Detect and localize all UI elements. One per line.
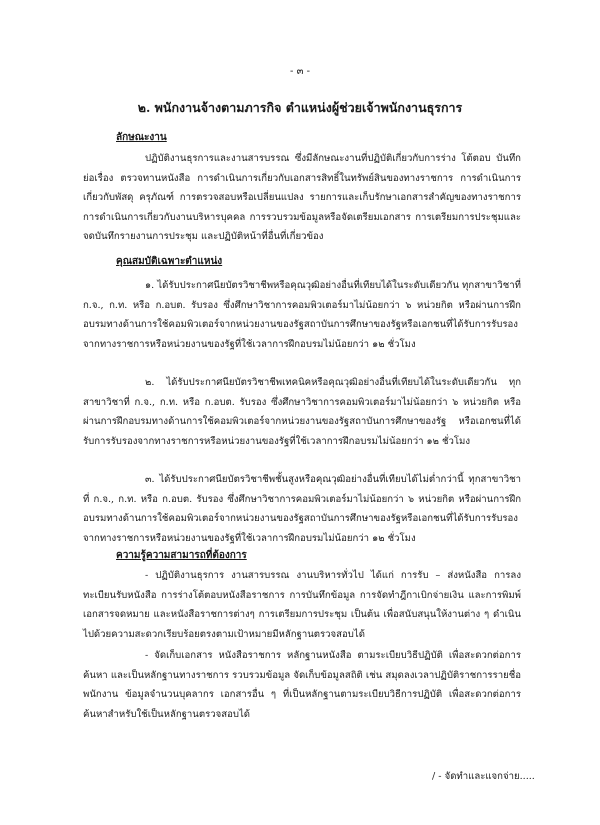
qualification-item-1: ๑. ได้รับประกาศนียบัตรวิชาชีพหรือคุณวุฒิอย่างอื่นที่เทียบได้ในระดับเดียวกัน ทุกสาขาวิชาที่ ก.จ., ก.ท. หรือ ก.อบต. รับรอง ซึ่งศึกษาวิชาการคอมพิวเตอร์มาไม่น้อยกว่า ๖ หน่วยกิต หรือผ่านการฝึกอบรมทางด้านการใช้คอมพิวเตอร์จากหน่วยงานของรัฐสถาบันการศึกษาของรัฐหรือเอกชนที่ได้รับการรับรองจากทางราชการหรือหน่วยงานของรัฐที่ใช้เวลาการฝึกอบรมไม่น้อยกว่า ๑๒ ชั่วโมง xyxy=(83,280,521,350)
qualification-item-3: ๓. ได้รับประกาศนียบัตรวิชาชีพชั้นสูงหรือคุณวุฒิอย่างอื่นที่เทียบได้ไม่ต่ำกว่านี้ ทุกสาขาวิชาที่ ก.จ., ก.ท. หรือ ก.อบต. รับรอง ซึ่งศึกษาวิชาการคอมพิวเตอร์มาไม่น้อยกว่า ๖ หน่วยกิต หรือผ่านการฝึกอบรมทางด้านการใช้คอมพิวเตอร์จากหน่วยงานของรัฐสถาบันการศึกษาของรัฐหรือเอกชนที่ได้รับการรับรองจากทางราชการหรือหน่วยงานของรัฐที่ใช้เวลาการฝึกอบรมไม่น้อยกว่า ๑๒ ชั่วโมง xyxy=(83,474,521,544)
qualification-item-2: ๒. ได้รับประกาศนียบัตรวิชาชีพเทคนิคหรือคุณวุฒิอย่างอื่นที่เทียบได้ในระดับเดียวกัน ทุกสาขาวิชาที่ ก.จ., ก.ท. หรือ ก.อบต. รับรอง ซึ่งศึกษาวิชาการคอมพิวเตอร์มาไม่น้อยกว่า ๖ หน่วยกิต หรือผ่านการฝึกอบรมทางด้านการใช้คอมพิวเตอร์จากหน่วยงานของรัฐสถาบันการศึกษาของรัฐ หรือเอกชนที่ได้รับการรับรองจากทางราชการหรือหน่วยงานของรัฐที่ใช้เวลาการฝึกอบรมไม่น้อยกว่า ๑๒ ชั่วโมง xyxy=(83,377,521,447)
footer-continuation: / - จัดทำและแจกจ่าย..... xyxy=(432,771,535,782)
paragraph-characteristics: ปฏิบัติงานธุรการและงานสารบรรณ ซึ่งมีลักษณะงานที่ปฏิบัติเกี่ยวกับการร่าง โต้ตอบ บันทึก ย่อเรื่อง ตรวจทานหนังสือ การดำเนินการเกี่ยวกับเอกสารสิทธิ์ในทรัพย์สินของทางราชการ การดำเนินการเกี่ยวกับพัสดุ ครุภัณฑ์ การตรวจสอบหรือเปลี่ยนแปลง รายการและเก็บรักษาเอกสารสำคัญของทางราชการ การดำเนินการเกี่ยวกับงานบริหารบุคคล การรวบรวมข้อมูลหรือจัดเตรียมเอกสาร การเตรียมการประชุมและจดบันทึกรายงานการประชุม และปฏิบัติหน้าที่อื่นที่เกี่ยวข้อง xyxy=(83,153,521,243)
section-title: ๒. พนักงานจ้างตามภารกิจ ตำแหน่งผู้ช่วยเจ้าพนักงานธุรการ xyxy=(137,100,463,115)
heading-skills: ความรู้ความสามารถที่ต้องการ xyxy=(116,550,247,561)
skill-item-2: - จัดเก็บเอกสาร หนังสือราชการ หลักฐานหนังสือ ตามระเบียบวิธีปฏิบัติ เพื่อสะดวกต่อการค้นหา และเป็นหลักฐานทางราชการ รวบรวมข้อมูล จัดเก็บข้อมูลสถิติ เช่น สมุดลงเวลาปฏิบัติราชการรายชื่อพนักงาน ข้อมูลจำนวนบุคลากร เอกสารอื่น ๆ ที่เป็นหลักฐานตามระเบียบวิธีการปฏิบัติ เพื่อสะดวกต่อการค้นหาสำหรับใช้เป็นหลักฐานตรวจสอบได้ xyxy=(83,650,521,720)
page-number: - ๓ - xyxy=(290,66,310,77)
heading-qualifications: คุณสมบัติเฉพาะตำแหน่ง xyxy=(116,256,223,267)
heading-characteristics: ลักษณะงาน xyxy=(116,132,167,143)
skill-item-1: - ปฏิบัติงานธุรการ งานสารบรรณ งานบริหารทั่วไป ได้แก่ การรับ – ส่งหนังสือ การลงทะเบียนรับหนังสือ การร่างโต้ตอบหนังสือราชการ การบันทึกข้อมูล การจัดทำฎีกาเบิกจ่ายเงิน และการพิมพ์เอกสารจดหมาย และหนังสือราชการต่างๆ การเตรียมการประชุม เป็นต้น เพื่อสนับสนุนให้งานต่าง ๆ ดำเนินไปด้วยความสะดวกเรียบร้อยตรงตามเป้าหมายมีหลักฐานตรวจสอบได้ xyxy=(83,570,521,640)
